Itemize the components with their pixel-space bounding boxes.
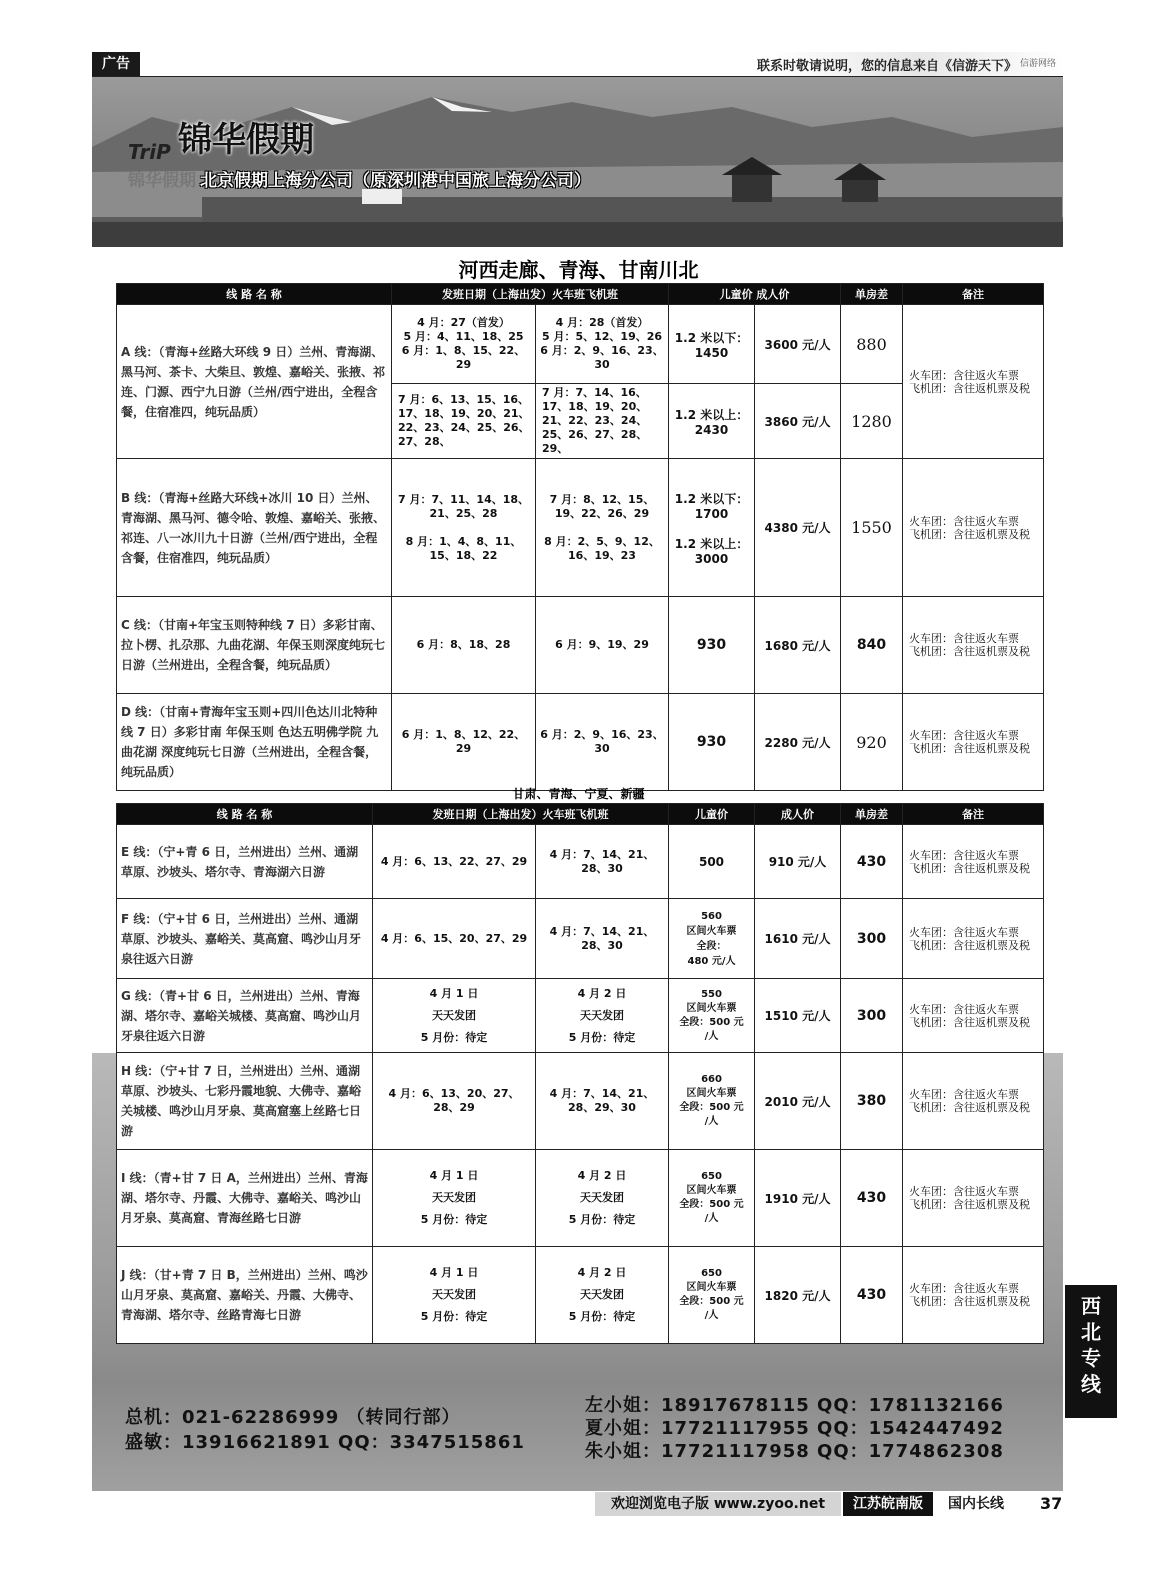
route-cell: H 线：（宁+甘 7 日，兰州进出）兰州、通湖草原、沙坡头、七彩丹霞地貌、大佛寺、嘉峪关城楼、鸣沙山月牙泉、莫高窟塞上丝路七日游 (117, 1053, 373, 1150)
route-cell: G 线：（青+甘 6 日，兰州进出）兰州、青海湖、塔尔寺、嘉峪关城楼、莫高窟、鸣沙山月牙泉往返六日游 (117, 979, 373, 1053)
train-dates: 4 月：6、13、22、27、29 (373, 825, 536, 899)
note-cell: 火车团：含往返火车票 飞机团：含往返机票及税 (903, 1053, 1044, 1150)
contact-shengmin: 盛敏：13916621891 QQ：3347515861 (125, 1432, 525, 1453)
section1-table (116, 283, 1044, 791)
contact-xia: 夏小姐：17721117955 QQ：1542447492 (585, 1418, 1004, 1439)
route-cell: B 线：（青海+丝路大环线+冰川 10 日）兰州、青海湖、黑马河、德令哈、敦煌、嘉峪关、张掖、祁连、八一冰川九十日游（兰州/西宁进出，全程含餐，住宿准四，纯玩品质） (117, 459, 392, 597)
col-adult-header: 成人价 (755, 804, 841, 825)
brand-trip-logo: TriP (128, 140, 171, 164)
col-single-header: 单房差 (841, 284, 903, 305)
note-cell: 火车团：含往返火车票 飞机团：含往返机票及税 (903, 597, 1044, 694)
single-supplement: 1280 (841, 384, 903, 459)
route-cell: E 线：（宁+青 6 日，兰州进出）兰州、通湖草原、沙坡头、塔尔寺、青海湖六日游 (117, 825, 373, 899)
adult-price: 3600 元/人 (755, 305, 841, 384)
single-supplement: 300 (841, 979, 903, 1053)
adult-price: 4380 元/人 (755, 459, 841, 597)
col-child-header: 儿童价 (669, 804, 755, 825)
single-supplement: 380 (841, 1053, 903, 1150)
section2-table (116, 803, 1044, 1344)
flight-dates: 4 月 2 日 天天发团 5 月份：待定 (536, 1247, 669, 1344)
child-price: 660 区间火车票 全段：500 元 /人 (669, 1053, 755, 1150)
table-row (117, 825, 1044, 899)
col-route-header: 线 路 名 称 (117, 284, 392, 305)
note-cell: 火车团：含往返火车票 飞机团：含往返机票及税 (903, 305, 1044, 459)
train-dates: 7 月：6、13、15、16、17、18、19、20、21、22、23、24、25、26、27、28、 (392, 384, 536, 459)
train-dates: 6 月：8、18、28 (392, 597, 536, 694)
branch-name: 北京假期上海分公司（原深圳港中国旅上海分公司） (200, 171, 591, 191)
col-single-header: 单房差 (841, 804, 903, 825)
table-row (117, 1053, 1044, 1150)
table-row (117, 694, 1044, 791)
note-cell: 火车团：含往返火车票 飞机团：含往返机票及税 (903, 1150, 1044, 1247)
note-cell: 火车团：含往返火车票 飞机团：含往返机票及税 (903, 899, 1044, 979)
adult-price: 1610 元/人 (755, 899, 841, 979)
adult-price: 910 元/人 (755, 825, 841, 899)
page-number: 37 (1040, 1494, 1063, 1513)
great-wall-landscape-icon (92, 77, 1063, 247)
single-supplement: 880 (841, 305, 903, 384)
child-price: 930 (669, 694, 755, 791)
main-phone: 总机：021-62286999 （转同行部） (125, 1407, 461, 1428)
note-cell: 火车团：含往返火车票 飞机团：含往返机票及税 (903, 459, 1044, 597)
flight-dates: 4 月：7、14、21、28、30 (536, 825, 669, 899)
contact-zhu: 朱小姐：17721117958 QQ：1774862308 (585, 1441, 1004, 1462)
adult-price: 1910 元/人 (755, 1150, 841, 1247)
child-price: 1.2 米以上：2430 (669, 384, 755, 459)
ad-tag: 广告 (92, 52, 140, 76)
flight-dates: 6 月：2、9、16、23、30 (536, 694, 669, 791)
flight-dates: 4 月：7、14、21、28、29、30 (536, 1053, 669, 1150)
single-supplement: 1550 (841, 459, 903, 597)
train-dates: 4 月：6、15、20、27、29 (373, 899, 536, 979)
table-row (117, 1247, 1044, 1344)
adult-price: 2010 元/人 (755, 1053, 841, 1150)
note-cell: 火车团：含往返火车票 飞机团：含往返机票及税 (903, 825, 1044, 899)
flight-dates: 4 月 2 日 天天发团 5 月份：待定 (536, 1150, 669, 1247)
note-cell: 火车团：含往返火车票 飞机团：含往返机票及税 (903, 1247, 1044, 1344)
note-cell: 火车团：含往返火车票 飞机团：含往返机票及税 (903, 979, 1044, 1053)
route-cell: A 线：（青海+丝路大环线 9 日）兰州、青海湖、黑马河、茶卡、大柴旦、敦煌、嘉峪关、张掖、祁连、门源、西宁九日游（兰州/西宁进出，全程含餐，住宿准四，纯玩品质） (117, 305, 392, 459)
table-row (117, 979, 1044, 1053)
single-supplement: 840 (841, 597, 903, 694)
footer-edition: 江苏皖南版 (843, 1492, 933, 1516)
table-row (117, 899, 1044, 979)
col-price-header: 儿童价 成人价 (669, 284, 841, 305)
section2-title: 甘肃、青海、宁夏、新疆 (512, 787, 645, 801)
flight-dates: 4 月 2 日 天天发团 5 月份：待定 (536, 979, 669, 1053)
contact-note: 联系时敬请说明，您的信息来自《信游天下》 (756, 59, 1017, 74)
train-dates: 4 月 1 日 天天发团 5 月份：待定 (373, 979, 536, 1053)
single-supplement: 300 (841, 899, 903, 979)
child-price: 550 区间火车票 全段：500 元 /人 (669, 979, 755, 1053)
footer-category: 国内长线 (948, 1496, 1004, 1512)
child-price: 650 区间火车票 全段：500 元 /人 (669, 1247, 755, 1344)
child-price: 1.2 米以下：1450 (669, 305, 755, 384)
flight-dates: 4 月：7、14、21、28、30 (536, 899, 669, 979)
adult-price: 2280 元/人 (755, 694, 841, 791)
col-dates-header: 发班日期（上海出发）火车班飞机班 (392, 284, 669, 305)
section1-title: 河西走廊、青海、甘南川北 (458, 258, 699, 282)
brand-name: 锦华假期 (178, 120, 314, 160)
banner-photo (92, 77, 1063, 247)
table-row (117, 459, 1044, 597)
side-tab-label: 西北专线 (1081, 1294, 1101, 1396)
flight-dates: 6 月：9、19、29 (536, 597, 669, 694)
col-route-header: 线 路 名 称 (117, 804, 373, 825)
flight-dates: 7 月：7、14、16、17、18、19、20、21、22、23、24、25、26、27、28、29、 (536, 384, 669, 459)
table-row (117, 597, 1044, 694)
flight-dates: 7 月：8、12、15、19、22、26、29 8 月：2、5、9、12、16、19、23 (536, 459, 669, 597)
child-price: 650 区间火车票 全段：500 元 /人 (669, 1150, 755, 1247)
col-dates-header: 发班日期（上海出发）火车班飞机班 (373, 804, 669, 825)
note-cell: 火车团：含往返火车票 飞机团：含往返机票及税 (903, 694, 1044, 791)
mini-logo: 信游网络 (1020, 59, 1057, 69)
route-cell: D 线：（甘南+青海年宝玉则+四川色达川北特种线 7 日）多彩甘南 年保玉则 色达五明佛学院 九曲花湖 深度纯玩七日游（兰州进出，全程含餐，纯玩品质） (117, 694, 392, 791)
route-cell: F 线：（宁+甘 6 日，兰州进出）兰州、通湖草原、沙坡头、嘉峪关、莫高窟、鸣沙山月牙泉往返六日游 (117, 899, 373, 979)
route-cell: C 线：（甘南+年宝玉则特种线 7 日）多彩甘南、拉卜楞、扎尕那、九曲花湖、年保玉则深度纯玩七日游（兰州进出，全程含餐，纯玩品质） (117, 597, 392, 694)
adult-price: 1510 元/人 (755, 979, 841, 1053)
col-note-header: 备注 (903, 804, 1044, 825)
train-dates: 4 月：27（首发） 5 月：4、11、18、25 6 月：1、8、15、22、29 (392, 305, 536, 384)
table-header-row (117, 284, 1044, 305)
child-price: 560 区间火车票 全段： 480 元/人 (669, 899, 755, 979)
route-cell: I 线：（青+甘 7 日 A，兰州进出）兰州、青海湖、塔尔寺、丹霞、大佛寺、嘉峪关、鸣沙山月牙泉、莫高窟、青海丝路七日游 (117, 1150, 373, 1247)
brand-ghost-text: 锦华假期 (128, 171, 196, 191)
adult-price: 1820 元/人 (755, 1247, 841, 1344)
col-note-header: 备注 (903, 284, 1044, 305)
single-supplement: 430 (841, 825, 903, 899)
child-price: 500 (669, 825, 755, 899)
table-header-row (117, 804, 1044, 825)
table-row (117, 1150, 1044, 1247)
train-dates: 6 月：1、8、12、22、29 (392, 694, 536, 791)
side-tab-northwest (1065, 1285, 1117, 1418)
adult-price: 1680 元/人 (755, 597, 841, 694)
table-row (117, 305, 1044, 384)
contact-zuo: 左小姐：18917678115 QQ：1781132166 (585, 1395, 1004, 1416)
flight-dates: 4 月：28（首发） 5 月：5、12、19、26 6 月：2、9、16、23、30 (536, 305, 669, 384)
single-supplement: 920 (841, 694, 903, 791)
adult-price: 3860 元/人 (755, 384, 841, 459)
single-supplement: 430 (841, 1150, 903, 1247)
child-price: 1.2 米以下：1700 1.2 米以上：3000 (669, 459, 755, 597)
train-dates: 4 月 1 日 天天发团 5 月份：待定 (373, 1150, 536, 1247)
single-supplement: 430 (841, 1247, 903, 1344)
child-price: 930 (669, 597, 755, 694)
train-dates: 4 月 1 日 天天发团 5 月份：待定 (373, 1247, 536, 1344)
footer-site: 欢迎浏览电子版 www.zyoo.net (595, 1492, 841, 1516)
train-dates: 4 月：6、13、20、27、28、29 (373, 1053, 536, 1150)
train-dates: 7 月：7、11、14、18、21、25、28 8 月：1、4、8、11、15、18、22 (392, 459, 536, 597)
route-cell: J 线：（甘+青 7 日 B，兰州进出）兰州、鸣沙山月牙泉、莫高窟、嘉峪关、丹霞、大佛寺、青海湖、塔尔寺、丝路青海七日游 (117, 1247, 373, 1344)
